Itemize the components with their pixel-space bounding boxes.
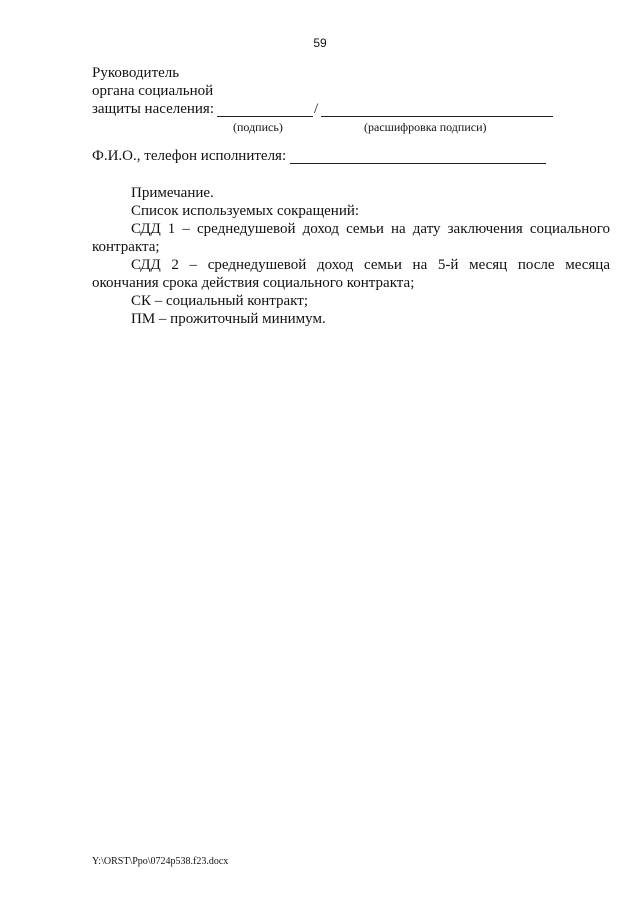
abbrev-sdd1-line2: контракта; [92,239,160,255]
abbrev-sdd2-line2: окончания срока действия социального контракта; [92,275,415,291]
footer-file-path: Y:\ORST\Ppo\0724p538.f23.docx [92,856,229,867]
decoding-line [321,116,553,117]
head-title-line1: Руководитель [92,65,180,81]
note-heading: Примечание. [131,185,214,201]
signature-separator: / [314,101,319,117]
page-number: 59 [313,36,327,50]
abbrev-pm: ПМ – прожиточный минимум. [131,311,326,327]
signature-caption: (подпись) [233,120,283,134]
head-title-line2: органа социальной [92,83,214,99]
abbrev-sdd1-line1: СДД 1 – среднедушевой доход семьи на дату заключения социального [131,221,610,237]
executor-label: Ф.И.О., телефон исполнителя: [92,148,287,164]
signature-line [217,116,313,117]
abbrev-sk: СК – социальный контракт; [131,293,308,309]
executor-line [290,163,546,164]
abbrev-sdd2-line1: СДД 2 – среднедушевой доход семьи на 5-й месяц после месяца [131,257,610,273]
decoding-caption: (расшифровка подписи) [364,120,487,134]
abbreviations-intro: Список используемых сокращений: [131,203,360,219]
head-title-line3: защиты населения: [92,101,214,117]
